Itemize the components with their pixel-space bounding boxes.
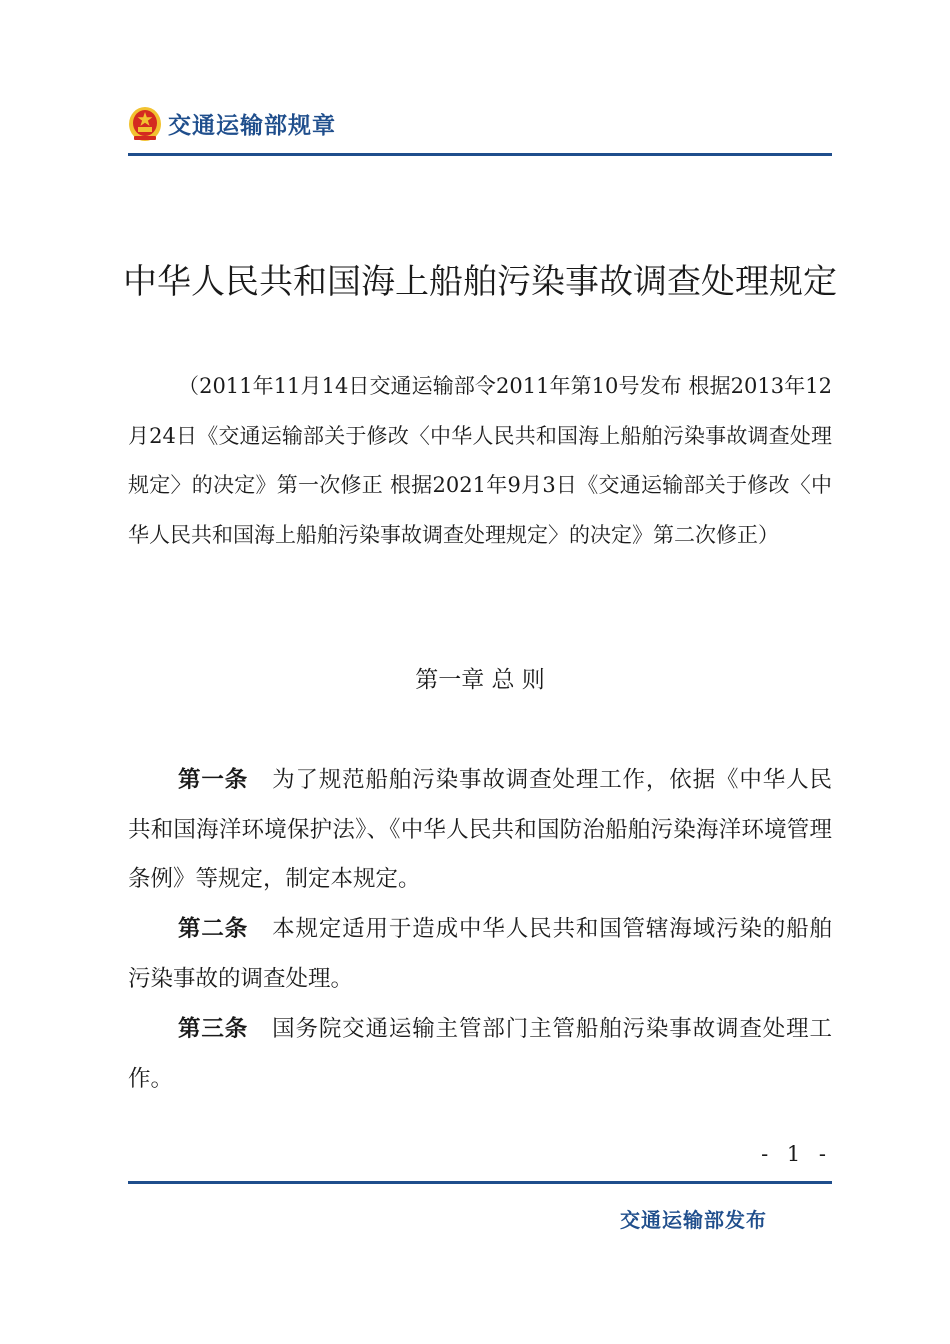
article-label: 第三条	[178, 1016, 249, 1042]
article-text: 为了规范船舶污染事故调查处理工作，依据《中华人民共和国海洋环境保护法》、《中华人民共和国防治船舶污染海洋环境管理条例》等规定，制定本规定。	[128, 767, 832, 892]
article-label: 第二条	[178, 916, 249, 942]
footer-divider	[128, 1181, 832, 1184]
article-text: 本规定适用于造成中华人民共和国管辖海域污染的船舶污染事故的调查处理。	[128, 916, 832, 992]
header-divider	[128, 153, 832, 156]
footer-publisher: 交通运输部发布	[620, 1208, 767, 1232]
article-label: 第一条	[178, 767, 249, 793]
national-emblem-icon	[128, 104, 162, 142]
page-header	[128, 100, 336, 146]
article-1	[128, 756, 832, 905]
article-3	[128, 1005, 832, 1104]
document-title: 中华人民共和国海上船舶污染事故调查处理规定	[123, 262, 837, 302]
article-text: 国务院交通运输主管部门主管船舶污染事故调查处理工作。	[128, 1016, 832, 1092]
chapter-heading: 第一章 总 则	[415, 667, 545, 693]
document-revision-note: （2011年11月14日交通运输部令2011年第10号发布 根据2013年12月24日《交通运输部关于修改〈中华人民共和国海上船舶污染事故调查处理规定〉的决定》第一次修正 根据2021年9月3日《交通运输部关于修改〈中华人民共和国海上船舶污染事故调查处理规定〉的决定》第二次修正）	[128, 374, 832, 547]
header-title: 交通运输部规章	[168, 112, 336, 139]
article-2	[128, 905, 832, 1004]
page-number: - 1 -	[761, 1142, 832, 1166]
